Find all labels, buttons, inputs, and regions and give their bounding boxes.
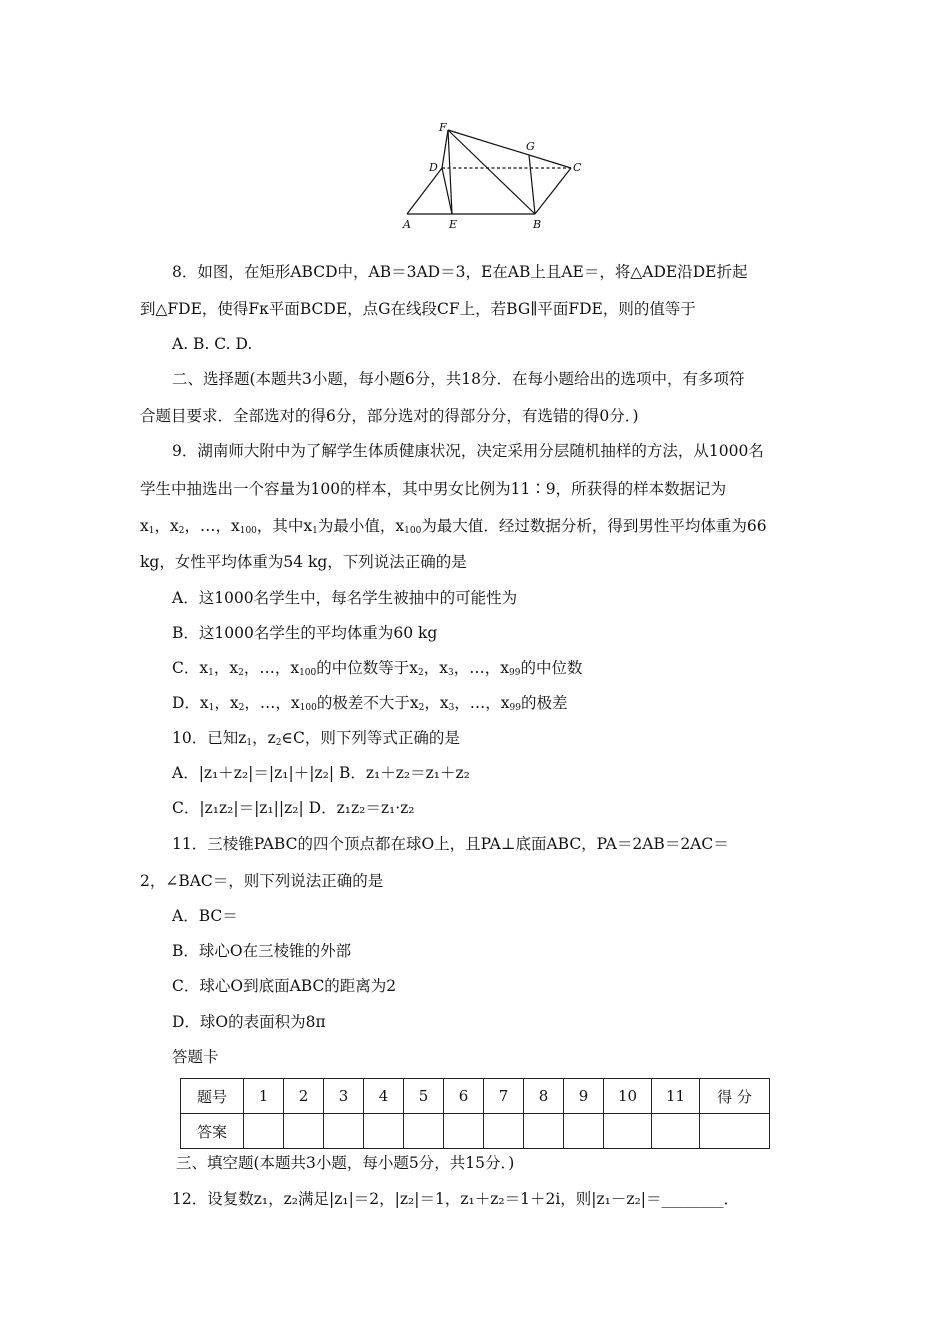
q12-text: 12．设复数z₁，z₂满足|z₁|＝2，|z₂|＝1，z₁＋z₂＝1＋2i，则|z₁－z₂|＝________． bbox=[172, 1190, 740, 1208]
edge-FB bbox=[448, 130, 535, 214]
q9-option-a: A．这1000名学生中，每名学生被抽中的可能性为 bbox=[172, 589, 518, 607]
answer-row-label: 答案 bbox=[181, 1114, 244, 1149]
header-cell: 4 bbox=[364, 1079, 404, 1114]
q8-options: A. B. C. D. bbox=[172, 335, 253, 353]
label-A: A bbox=[403, 218, 411, 231]
answer-cell[interactable] bbox=[364, 1114, 404, 1149]
header-cell: 7 bbox=[484, 1079, 524, 1114]
section2-line2: 合题目要求．全部选对的得6分，部分选对的得部分分，有选错的得0分．) bbox=[140, 407, 639, 425]
q11-line2: 2，∠BAC＝，则下列说法正确的是 bbox=[140, 872, 384, 890]
section2-line1: 二、选择题(本题共3小题，每小题6分，共18分．在每小题给出的选项中，有多项符 bbox=[172, 370, 745, 388]
geometry-figure bbox=[395, 118, 595, 236]
q10-options-ab: A．|z₁＋z₂|＝|z₁|＋|z₂| B．z₁＋z₂＝z₁＋z₂ bbox=[172, 764, 470, 782]
q11-option-c: C．球心O到底面ABC的距离为2 bbox=[172, 977, 397, 995]
header-cell: 8 bbox=[524, 1079, 564, 1114]
label-F: F bbox=[439, 121, 447, 134]
edge-FE bbox=[448, 130, 452, 214]
q9-line4: kg，女性平均体重为54 kg，下列说法正确的是 bbox=[140, 553, 467, 571]
label-C: C bbox=[573, 161, 582, 174]
q9-option-b: B．这1000名学生的平均体重为60 kg bbox=[172, 624, 438, 642]
header-cell: 1 bbox=[244, 1079, 284, 1114]
header-cell: 2 bbox=[284, 1079, 324, 1114]
label-E: E bbox=[449, 218, 458, 231]
answer-cell[interactable] bbox=[484, 1114, 524, 1149]
answer-cell[interactable] bbox=[564, 1114, 604, 1149]
answer-cell[interactable] bbox=[324, 1114, 364, 1149]
q9-option-c: C．$x_1$，$x_2$，…，$x_{100}$的中位数等于$x_2$，$x_3$，…，$x_{99}$的中位数 bbox=[172, 659, 583, 678]
answer-cell[interactable] bbox=[652, 1114, 700, 1149]
q10-stem: 10．已知$z_1$，$z_2\in C$，则下列等式正确的是 bbox=[172, 729, 460, 748]
edge-AD bbox=[407, 168, 442, 214]
q10-options-cd: C．|z₁z₂|＝|z₁||z₂| D．z₁z₂＝z₁·z₂ bbox=[172, 799, 415, 817]
answer-card-title: 答题卡 bbox=[172, 1048, 219, 1066]
label-D: D bbox=[429, 161, 438, 174]
answer-cell[interactable] bbox=[444, 1114, 484, 1149]
answer-card-header-row bbox=[181, 1079, 770, 1114]
answer-card-answer-row bbox=[181, 1114, 770, 1149]
q8-line2: 到△FDE，使得Fκ平面BCDE，点G在线段CF上，若BG∥平面FDE，则的值等于 bbox=[140, 300, 696, 318]
answer-cell[interactable] bbox=[404, 1114, 444, 1149]
q8-line1: 8．如图，在矩形ABCD中，AB＝3AD＝3，E在AB上且AE＝，将△ADE沿DE折起 bbox=[172, 263, 748, 281]
answer-card-table bbox=[180, 1078, 770, 1149]
q11-line1: 11．三棱锥PABC的四个顶点都在球O上，且PA⊥底面ABC，PA＝2AB＝2AC＝ bbox=[172, 835, 729, 853]
answer-cell[interactable] bbox=[524, 1114, 564, 1149]
label-G: G bbox=[526, 140, 535, 153]
q11-option-b: B．球心O在三棱锥的外部 bbox=[172, 942, 352, 960]
edge-FC bbox=[448, 130, 571, 168]
edge-BC bbox=[535, 168, 571, 214]
answer-cell[interactable] bbox=[604, 1114, 652, 1149]
edge-FD bbox=[442, 130, 448, 168]
header-cell: 3 bbox=[324, 1079, 364, 1114]
answer-cell[interactable] bbox=[244, 1114, 284, 1149]
header-cell: 5 bbox=[404, 1079, 444, 1114]
answer-cell[interactable] bbox=[284, 1114, 324, 1149]
edge-GB bbox=[529, 155, 535, 214]
q9-line2: 学生中抽选出一个容量为100的样本，其中男女比例为11∶9，所获得的样本数据记为 bbox=[140, 480, 727, 498]
header-cell: 6 bbox=[444, 1079, 484, 1114]
header-cell: 11 bbox=[652, 1079, 700, 1114]
header-cell: 得 分 bbox=[700, 1079, 770, 1114]
header-cell: 题号 bbox=[181, 1079, 244, 1114]
q11-option-d: D．球O的表面积为8π bbox=[172, 1013, 326, 1031]
q9-line1: 9．湖南师大附中为了解学生体质健康状况，决定采用分层随机抽样的方法，从1000名 bbox=[172, 442, 764, 460]
label-B: B bbox=[533, 218, 542, 231]
answer-cell[interactable] bbox=[700, 1114, 770, 1149]
header-cell: 9 bbox=[564, 1079, 604, 1114]
q9-line3: $x_1$，$x_2$，…，$x_{100}$，其中$x_1$为最小值，$x_{100}$为最大值．经过数据分析，得到男性平均体重为66 bbox=[140, 517, 767, 536]
header-cell: 10 bbox=[604, 1079, 652, 1114]
section3-line1: 三、填空题(本题共3小题，每小题5分，共15分．) bbox=[176, 1154, 515, 1172]
q9-option-d: D．$x_1$，$x_2$，…，$x_{100}$的极差不大于$x_2$，$x_3$，…，$x_{99}$的极差 bbox=[172, 694, 568, 713]
q11-option-a: A．BC＝ bbox=[172, 907, 238, 925]
